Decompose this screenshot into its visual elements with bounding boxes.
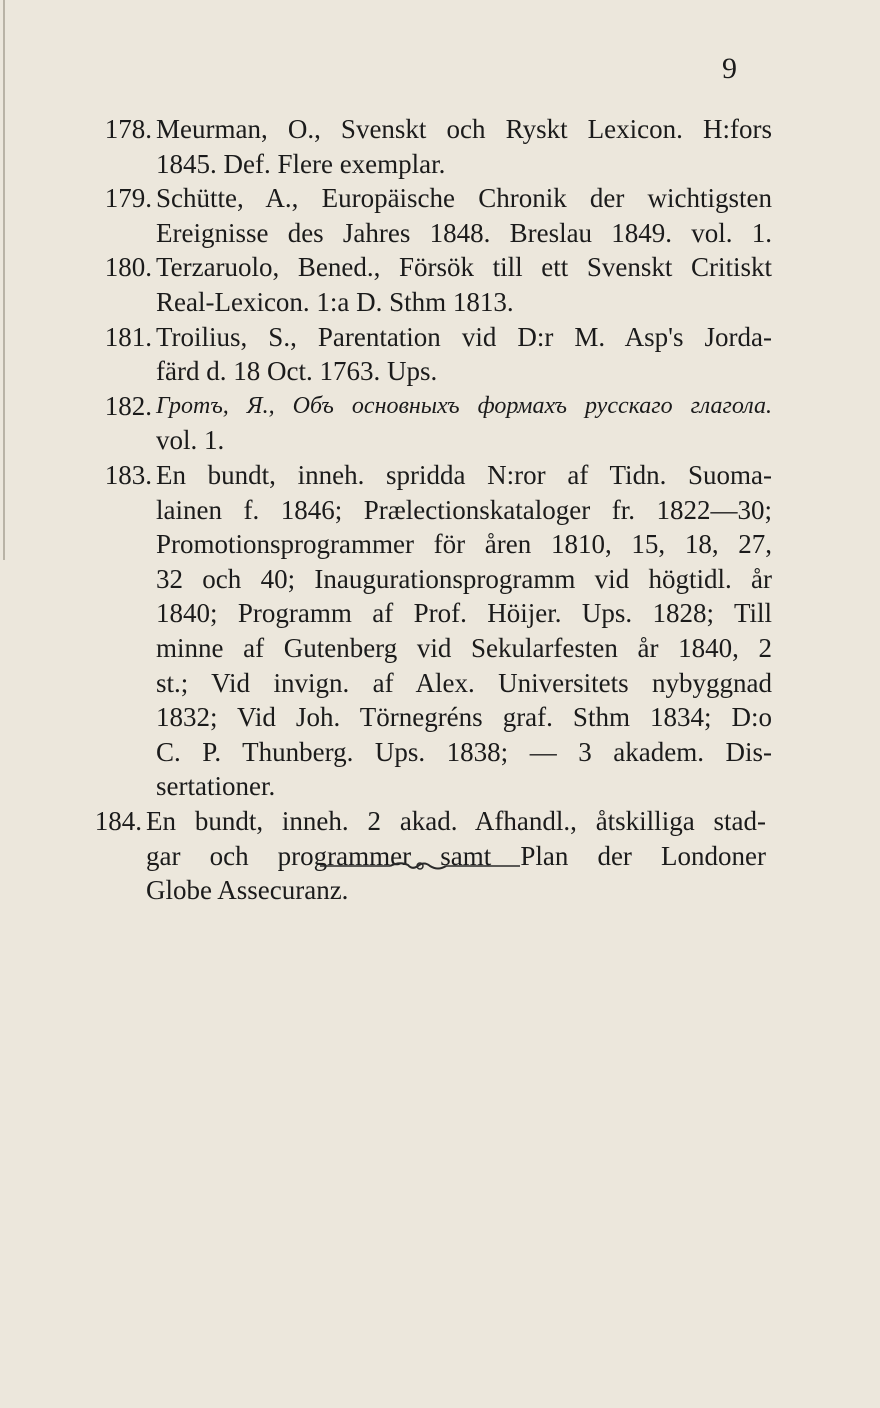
entry-line: 32 och 40; Inaugurationsprogramm vid högtidl. år <box>156 563 772 594</box>
entry-line: 1832; Vid Joh. Törnegréns graf. Sthm 1834; D:o <box>156 702 772 733</box>
entry-line: gar och programmer samt Plan der Londoner <box>146 840 766 871</box>
entry-line: färd d. 18 Oct. 1763. Ups. <box>156 356 438 387</box>
entry-number: 180. <box>104 252 152 283</box>
entry-line: En bundt, inneh. 2 akad. Afhandl., åtskilliga stad- <box>146 806 766 836</box>
entry-line: Promotionsprogrammer för åren 1810, 15, 18, 27, <box>156 529 772 560</box>
page-edge <box>3 0 5 560</box>
page-number: 9 <box>722 52 737 85</box>
entry-line: Meurman, O., Svenskt och Ryskt Lexicon. H:fors <box>156 114 772 144</box>
entry-line: Real-Lexicon. 1:a D. Sthm 1813. <box>156 287 514 317</box>
entry-line: 1840; Programm af Prof. Höijer. Ups. 1828; Till <box>156 598 772 629</box>
ornament-divider-icon <box>320 858 520 874</box>
entry-number: 182. <box>104 390 152 421</box>
entry-line: Ereignisse des Jahres 1848. Breslau 1849. vol. 1. <box>156 217 772 248</box>
entry-number: 179. <box>104 183 152 214</box>
entry-line: st.; Vid invign. af Alex. Universitets nybyggnad <box>156 667 772 698</box>
entry-line: vol. 1. <box>156 425 225 456</box>
entry-line: minne af Gutenberg vid Sekularfesten år 1840, 2 <box>156 633 772 663</box>
entry-line: C. P. Thunberg. Ups. 1838; — 3 akadem. Dis- <box>156 736 772 767</box>
entry-number: 184. <box>94 806 142 836</box>
entry-line: Schütte, A., Europäische Chronik der wichtigsten <box>156 183 772 214</box>
entry-line: Troilius, S., Parentation vid D:r M. Asp's Jorda- <box>156 321 772 352</box>
entry-line: 1845. Def. Flere exemplar. <box>156 148 446 179</box>
entry-line: sertationer. <box>156 771 276 802</box>
entry-line: lainen f. 1846; Prælectionskataloger fr. 1822—30; <box>156 494 772 525</box>
entry-line: En bundt, inneh. spridda N:ror af Tidn. Suoma- <box>156 460 772 490</box>
entry-line: Terzaruolo, Bened., Försök till ett Svenskt Critiskt <box>156 252 772 283</box>
entry-number: 181. <box>104 321 152 352</box>
entry-line: Гротъ, Я., Объ основныхъ формахъ русскаго глагола. <box>156 392 772 419</box>
entry-number: 178. <box>104 114 152 144</box>
entry-number: 183. <box>104 460 152 490</box>
entry-line: Globe Assecuranz. <box>146 875 349 906</box>
